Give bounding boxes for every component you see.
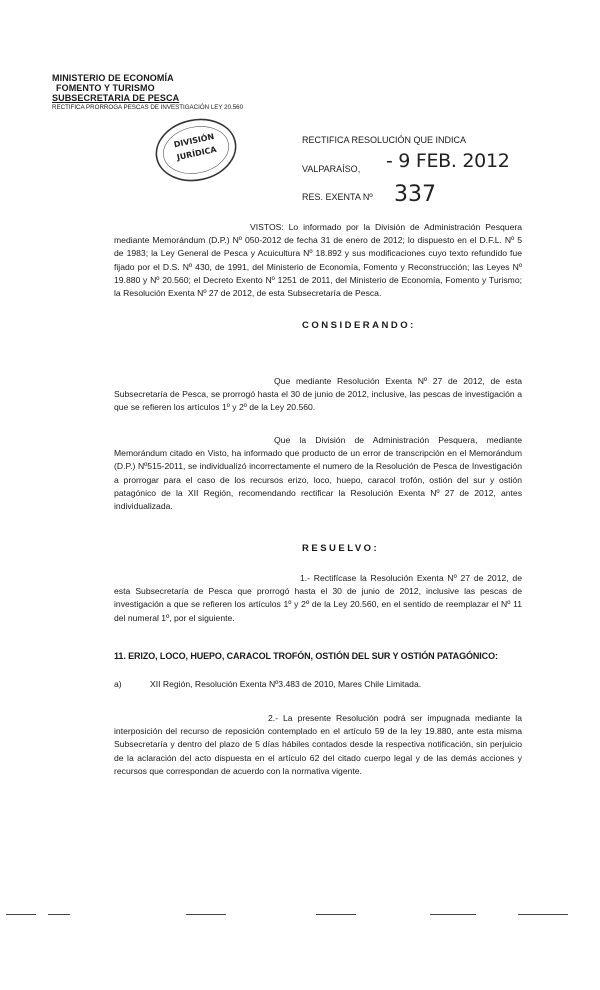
- resolution-number: 337: [394, 182, 436, 207]
- resuelvo-heading: RESUELVO:: [302, 543, 380, 554]
- letterhead: [52, 73, 243, 113]
- footer-rule-2: [48, 914, 70, 915]
- resuelvo-paragraph-1: 1.- Rectifícase la Resolución Exenta Nº 27 de 2012, de esta Subsecretaría de Pesca que prorrogó hasta el 30 de junio de 2012, inclusive las pescas de investigación a que se refieren los artículos 1º y 2º de la Ley 20.560, en el sentido de reemplazar el Nº 11 del numeral 1º, por el siguiente.: [114, 573, 522, 623]
- item-letter: a): [114, 679, 122, 689]
- considerando-paragraph-1: Que mediante Resolución Exenta Nº 27 de 2012, de esta Subsecretaría de Pesca, se prorrogó hasta el 30 de junio de 2012, inclusive, las pescas de investigación a que se refieren los artículos 1º y 2º de la Ley 20.560.: [114, 376, 522, 413]
- document-reference: RECTIFICA PRORROGA PESCAS DE INVESTIGACIÓN LEY 20.560: [52, 104, 244, 111]
- footer-rule-3: [186, 914, 226, 915]
- item-title: 11. ERIZO, LOCO, HUEPO, CARACOL TROFÓN, OSTIÓN DEL SUR Y OSTIÓN PATAGÓNICO:: [114, 651, 498, 661]
- considerando-heading: CONSIDERANDO:: [302, 320, 416, 331]
- resolution-date: - 9 FEB. 2012: [386, 150, 510, 172]
- division-stamp: [150, 112, 242, 188]
- resolution-title: RECTIFICA RESOLUCIÓN QUE INDICA: [302, 135, 467, 145]
- footer-rule-5: [430, 914, 476, 915]
- ministry-name: MINISTERIO DE ECONOMÍA: [52, 73, 174, 83]
- item-text: XII Región, Resolución Exenta Nº3.483 de 2010, Mares Chile Limitada.: [150, 679, 422, 689]
- resolution-label: RES. EXENTA Nº: [302, 192, 373, 202]
- ministry-subname: FOMENTO Y TURISMO: [56, 83, 155, 93]
- considerando-paragraph-2: Que la División de Administración Pesquera, mediante Memorándum citado en Visto, ha informado que producto de un error de transcripción en el Memorándum (D.P.) Nº515-2011, se individualizó incorrectamente el numero de la Resolución de Pesca de Investigación a prorrogar para el caso de los recursos erizo, loco, huepo, caracol trofón, ostión del sur y ostión patagónico de la XII Región, recomendando rectificar la Resolución Exenta Nº 27 de 2012, antes individualizada.: [114, 435, 522, 512]
- stamp-line1: DIVISIÓN: [173, 132, 216, 150]
- footer-rule-6: [518, 914, 568, 915]
- stamp-line2: JURÍDICA: [176, 144, 218, 163]
- vistos-paragraph: VISTOS: Lo informado por la División de Administración Pesquera mediante Memorándum (D.P.) Nº 050-2012 de fecha 31 de enero de 2012; lo dispuesto en el D.F.L. Nº 5 de 1983; la Ley General de Pesca y Acuicultura Nº 18.892 y sus modificaciones cuyo texto refundido fue fijado por el D.S. Nº 430, de 1991, del Ministerio de Economía, Fomento y Reconstrucción; las Leyes Nº 19.880 y Nº 20.560; el Decreto Exento Nº 1251 de 2011, del Ministerio de Economía, Fomento y Turismo; la Resolución Exenta Nº 27 de 2012, de esta Subsecretaría de Pesca.: [114, 222, 522, 299]
- resuelvo-paragraph-2: 2.- La presente Resolución podrá ser impugnada mediante la interposición del recurso de reposición contemplado en el artículo 59 de la ley 19.880, ante esta misma Subsecretaría y dentro del plazo de 5 días hábiles contados desde la respectiva notificación, sin perjuicio de la aclaración del acto dispuesta en el artículo 62 del citado cuerpo legal y de las demás acciones y recursos que correspondan de acuerdo con la normativa vigente.: [114, 713, 522, 776]
- subsecretariat-name: SUBSECRETARIA DE PESCA: [52, 93, 180, 103]
- footer-rule-4: [316, 914, 356, 915]
- place-label: VALPARAÍSO,: [302, 164, 361, 174]
- footer-rule-1: [6, 914, 36, 915]
